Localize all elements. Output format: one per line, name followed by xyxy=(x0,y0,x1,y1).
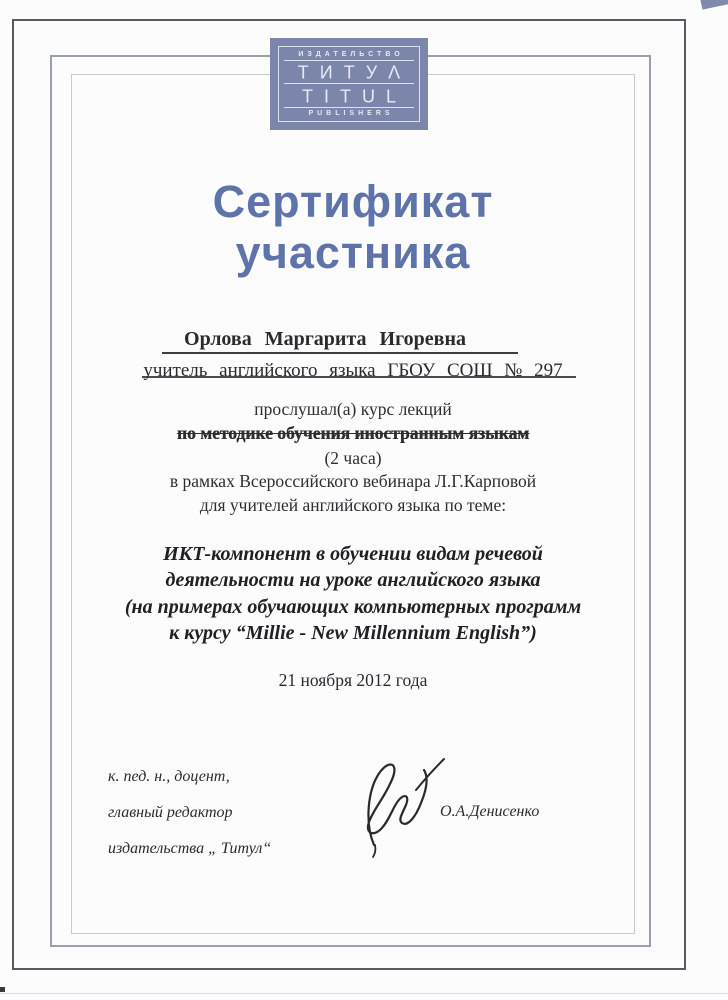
recipient-name: Орлова Маргарита Игоревна xyxy=(184,328,466,350)
scan-artifact-bottom-left xyxy=(0,987,5,992)
body-line-5: для учителей английского языка по теме: xyxy=(199,495,507,515)
logo-divider xyxy=(284,107,414,108)
signatory-title-line2: главный редактор xyxy=(108,804,233,821)
theme-line-1: ИКТ-компонент в обучении видам речевой xyxy=(163,543,543,565)
body-line-4-webinar: в рамках Всероссийского вебинара Л.Г.Карповой xyxy=(169,471,537,491)
logo-publisher-label-ru: ИЗДАТЕЛЬСТВО xyxy=(298,51,404,58)
titul-logo-inner-box xyxy=(278,46,420,122)
certificate-title-line2: участника xyxy=(235,227,471,278)
body-line-3-hours: (2 часа) xyxy=(324,448,382,468)
signatory-name: О.А.Денисенко xyxy=(440,803,540,820)
certificate-title xyxy=(72,176,634,278)
signatory-title-line1: к. пед. н., доцент, xyxy=(108,768,230,785)
titul-publisher-logo xyxy=(270,38,428,130)
recipient-name-line xyxy=(162,352,518,354)
theme-line-2: деятельности на уроке английского языка xyxy=(165,569,541,591)
handwritten-signature xyxy=(334,748,454,863)
body-line-2: по методике обучения иностранным языкам xyxy=(176,423,530,443)
certificate-content xyxy=(72,0,634,1000)
certificate-date: 21 ноября 2012 года xyxy=(278,670,428,690)
theme-line-4: к курсу “Millie - New Millennium English”) xyxy=(169,622,537,644)
body-line-1: прослушал(а) курс лекций xyxy=(254,399,452,419)
certificate-title-line1: Сертификат xyxy=(212,176,494,227)
recipient-role: учитель английского языка ГБОУ СОШ № 297 xyxy=(143,360,563,381)
logo-brand-ru: ТИТУΛ xyxy=(297,61,412,83)
logo-publisher-label-en: PUBLISHERS xyxy=(308,109,394,117)
signatory-title-line3: издательства „ Титул“ xyxy=(108,840,272,857)
logo-divider xyxy=(284,83,414,84)
logo-brand-en: TITUL xyxy=(301,85,407,107)
scan-artifact-top-right xyxy=(700,0,728,10)
scan-artifact-bottom-line xyxy=(0,993,728,994)
theme-line-3: (на примерах обучающих компьютерных программ xyxy=(124,596,582,618)
